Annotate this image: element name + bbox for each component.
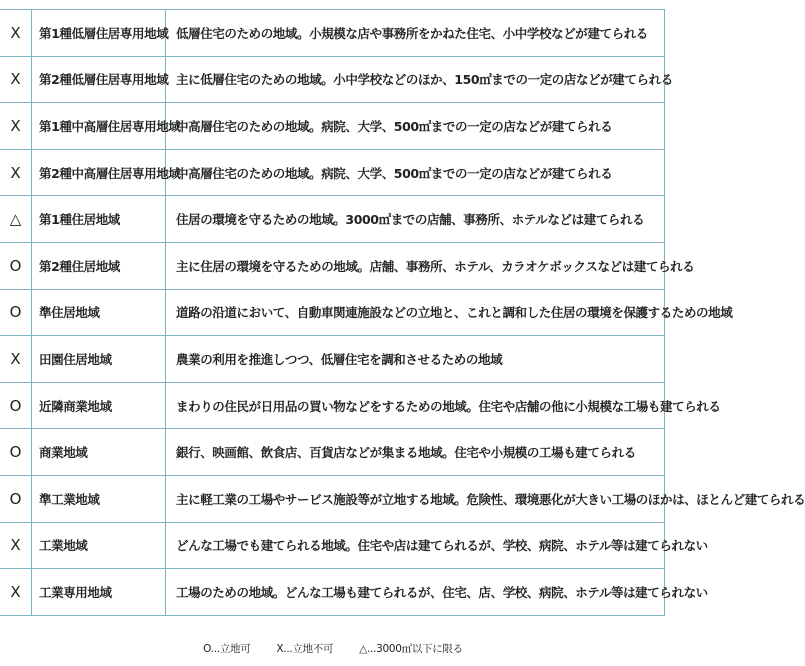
table-row [0, 242, 665, 289]
table-row [0, 56, 665, 103]
status-mark: O [0, 382, 32, 429]
status-mark: X [0, 149, 32, 196]
zone-description: 主に軽工業の工場やサービス施設等が立地する地域。危険性、環境悪化が大きい工場のほかは、ほとんど建てられる [166, 475, 665, 522]
zone-description: 主に低層住宅のための地域。小中学校などのほか、150㎡までの一定の店などが建てられる [166, 56, 665, 103]
table-row [0, 429, 665, 476]
zone-name: 工業専用地域 [32, 569, 166, 616]
table-row [0, 103, 665, 150]
zone-description: 住居の環境を守るための地域。3000㎡までの店舗、事務所、ホテルなどは建てられる [166, 196, 665, 243]
table-row [0, 382, 665, 429]
status-mark: O [0, 475, 32, 522]
zone-name: 第1種中高層住居専用地域 [32, 103, 166, 150]
zone-description: まわりの住民が日用品の買い物などをするための地域。住宅や店舗の他に小規模な工場も建てられる [166, 382, 665, 429]
zone-description: 銀行、映画館、飲食店、百貨店などが集まる地域。住宅や小規模の工場も建てられる [166, 429, 665, 476]
status-mark: X [0, 522, 32, 569]
zone-name: 第1種住居地域 [32, 196, 166, 243]
zone-description: 中高層住宅のための地域。病院、大学、500㎡までの一定の店などが建てられる [166, 149, 665, 196]
zone-name: 第2種低層住居専用地域 [32, 56, 166, 103]
zone-description: 低層住宅のための地域。小規模な店や事務所をかねた住宅、小中学校などが建てられる [166, 10, 665, 57]
zoning-table-body [0, 10, 805, 616]
zone-name: 第2種住居地域 [32, 242, 166, 289]
zone-name: 商業地域 [32, 429, 166, 476]
zone-name: 準工業地域 [32, 475, 166, 522]
status-mark: X [0, 10, 32, 57]
table-row [0, 196, 665, 243]
legend-not-allowed: X...立地不可 [276, 643, 334, 655]
status-mark: O [0, 289, 32, 336]
zone-description: 中高層住宅のための地域。病院、大学、500㎡までの一定の店などが建てられる [166, 103, 665, 150]
zone-description: 農業の利用を推進しつつ、低層住宅を調和させるための地域 [166, 336, 665, 383]
zone-name: 準住居地域 [32, 289, 166, 336]
table-row [0, 289, 665, 336]
table-row [0, 336, 665, 383]
table-row [0, 522, 665, 569]
legend-allowed: O...立地可 [203, 643, 251, 655]
zone-name: 工業地域 [32, 522, 166, 569]
zone-name: 田園住居地域 [32, 336, 166, 383]
table-row [0, 10, 665, 57]
legend [0, 641, 666, 656]
legend-limited: △...3000㎡以下に限る [359, 643, 463, 655]
status-mark: O [0, 429, 32, 476]
zone-name: 第2種中高層住居専用地域 [32, 149, 166, 196]
zone-name: 近隣商業地域 [32, 382, 166, 429]
status-mark: X [0, 103, 32, 150]
status-mark: X [0, 336, 32, 383]
status-mark: X [0, 56, 32, 103]
zoning-table [0, 9, 805, 616]
table-row [0, 149, 665, 196]
table-row [0, 475, 665, 522]
zone-description: どんな工場でも建てられる地域。住宅や店は建てられるが、学校、病院、ホテル等は建てられない [166, 522, 665, 569]
zone-description: 主に住居の環境を守るための地域。店舗、事務所、ホテル、カラオケボックスなどは建てられる [166, 242, 665, 289]
status-mark: X [0, 569, 32, 616]
zone-description: 工場のための地域。どんな工場も建てられるが、住宅、店、学校、病院、ホテル等は建てられない [166, 569, 665, 616]
status-mark: △ [0, 196, 32, 243]
status-mark: O [0, 242, 32, 289]
zone-name: 第1種低層住居専用地域 [32, 10, 166, 57]
zone-description: 道路の沿道において、自動車関連施設などの立地と、これと調和した住居の環境を保護するための地域 [166, 289, 665, 336]
table-row [0, 569, 665, 616]
